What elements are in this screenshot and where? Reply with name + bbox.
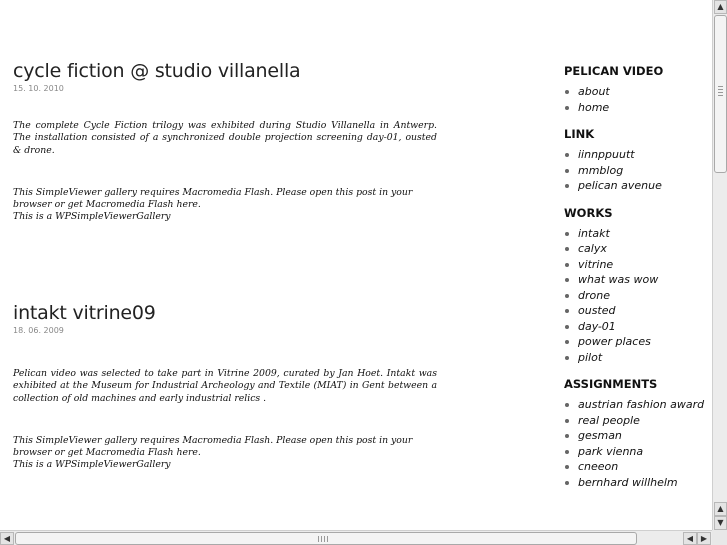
gallery-notice: This is a WPSimpleViewerGallery: [13, 459, 171, 471]
sidebar-heading: PELICAN VIDEO: [564, 64, 664, 78]
sidebar-link-intakt[interactable]: intakt: [564, 226, 712, 242]
sidebar-link-austrian-fashion-award[interactable]: austrian fashion award: [564, 397, 712, 413]
sidebar-link-day-01[interactable]: day-01: [564, 319, 712, 335]
grip-line: [718, 92, 723, 93]
sidebar-list: [564, 84, 712, 115]
sidebar-link-pilot[interactable]: pilot: [564, 350, 712, 366]
post-cycle-fiction: [13, 59, 437, 224]
gallery-notice: This is a WPSimpleViewerGallery: [13, 211, 171, 223]
sidebar-link-about[interactable]: about: [564, 84, 712, 100]
sidebar-list: [564, 147, 712, 194]
vertical-scroll-thumb[interactable]: [714, 15, 727, 173]
sidebar-link-vitrine[interactable]: vitrine: [564, 257, 712, 273]
grip-line: [327, 536, 328, 542]
flash-notice[interactable]: This SimpleViewer gallery requires Macromedia Flash. Please open this post in your browser or get Macromedia Flash here.: [13, 186, 413, 211]
post-date: 18. 06. 2009: [13, 326, 64, 335]
sidebar-section-assignments: [564, 377, 712, 490]
post-body: Pelican video was selected to take part in Vitrine 2009, curated by Jan Hoet. Intakt was exhibited at the Museum for Industrial Archeology and Textile (MIAT) in Gent between a collection of old machines and early industrial relics .: [13, 368, 437, 404]
sidebar-link-park-vienna[interactable]: park vienna: [564, 444, 712, 460]
sidebar-link-gesman[interactable]: gesman: [564, 428, 712, 444]
sidebar-heading: WORKS: [564, 205, 613, 220]
post-title-link[interactable]: intakt vitrine09: [13, 302, 156, 324]
sidebar-link-mmblog[interactable]: mmblog: [564, 163, 712, 179]
sidebar-link-ousted[interactable]: ousted: [564, 303, 712, 319]
sidebar-section-link: [564, 127, 712, 194]
sidebar-list: [564, 226, 712, 366]
sidebar-section-works: [564, 206, 712, 366]
grip-line: [318, 536, 319, 542]
scrollbar-corner: [712, 530, 727, 545]
sidebar-list: [564, 397, 712, 490]
post-intakt-vitrine: [13, 301, 437, 472]
sidebar-link-iinnppuutt[interactable]: iinnppuutt: [564, 147, 712, 163]
sidebar-link-power-places[interactable]: power places: [564, 334, 712, 350]
horizontal-scroll-thumb[interactable]: [15, 532, 637, 545]
post-date: 15. 10. 2010: [13, 84, 64, 93]
grip-line: [718, 95, 723, 96]
scroll-right-icon[interactable]: ▶: [697, 532, 711, 545]
vertical-scrollbar[interactable]: [712, 0, 727, 530]
flash-notice[interactable]: This SimpleViewer gallery requires Macromedia Flash. Please open this post in your browser or get Macromedia Flash here.: [13, 434, 413, 459]
sidebar-heading: LINK: [564, 127, 595, 141]
scroll-left-icon[interactable]: ◀: [683, 532, 697, 545]
horizontal-scrollbar[interactable]: [0, 530, 712, 545]
sidebar-link-home[interactable]: home: [564, 100, 712, 116]
grip-line: [321, 536, 322, 542]
sidebar-link-bernhard-willhelm[interactable]: bernhard willhelm: [564, 475, 712, 491]
sidebar-heading: ASSIGNMENTS: [564, 377, 658, 391]
scroll-up-icon[interactable]: ▲: [714, 502, 727, 516]
scroll-left-icon[interactable]: ◀: [0, 532, 14, 545]
sidebar-link-pelican-avenue[interactable]: pelican avenue: [564, 178, 712, 194]
grip-line: [718, 89, 723, 90]
sidebar-link-what-was-wow[interactable]: what was wow: [564, 272, 712, 288]
scroll-down-icon[interactable]: ▼: [714, 516, 727, 530]
sidebar-link-drone[interactable]: drone: [564, 288, 712, 304]
sidebar-section-pelican-video: [564, 64, 712, 115]
grip-line: [324, 536, 325, 542]
grip-line: [718, 86, 723, 87]
sidebar-link-real-people[interactable]: real people: [564, 413, 712, 429]
sidebar-link-calyx[interactable]: calyx: [564, 241, 712, 257]
post-title-link[interactable]: cycle fiction @ studio villanella: [13, 60, 301, 82]
scroll-up-icon[interactable]: ▲: [714, 0, 727, 14]
sidebar-link-cneeon[interactable]: cneeon: [564, 459, 712, 475]
sidebar: [564, 64, 712, 490]
post-body: The complete Cycle Fiction trilogy was exhibited during Studio Villanella in Antwerp. The installation consisted of a synchronized double projection screening day-01, ousted & drone.: [13, 120, 437, 156]
